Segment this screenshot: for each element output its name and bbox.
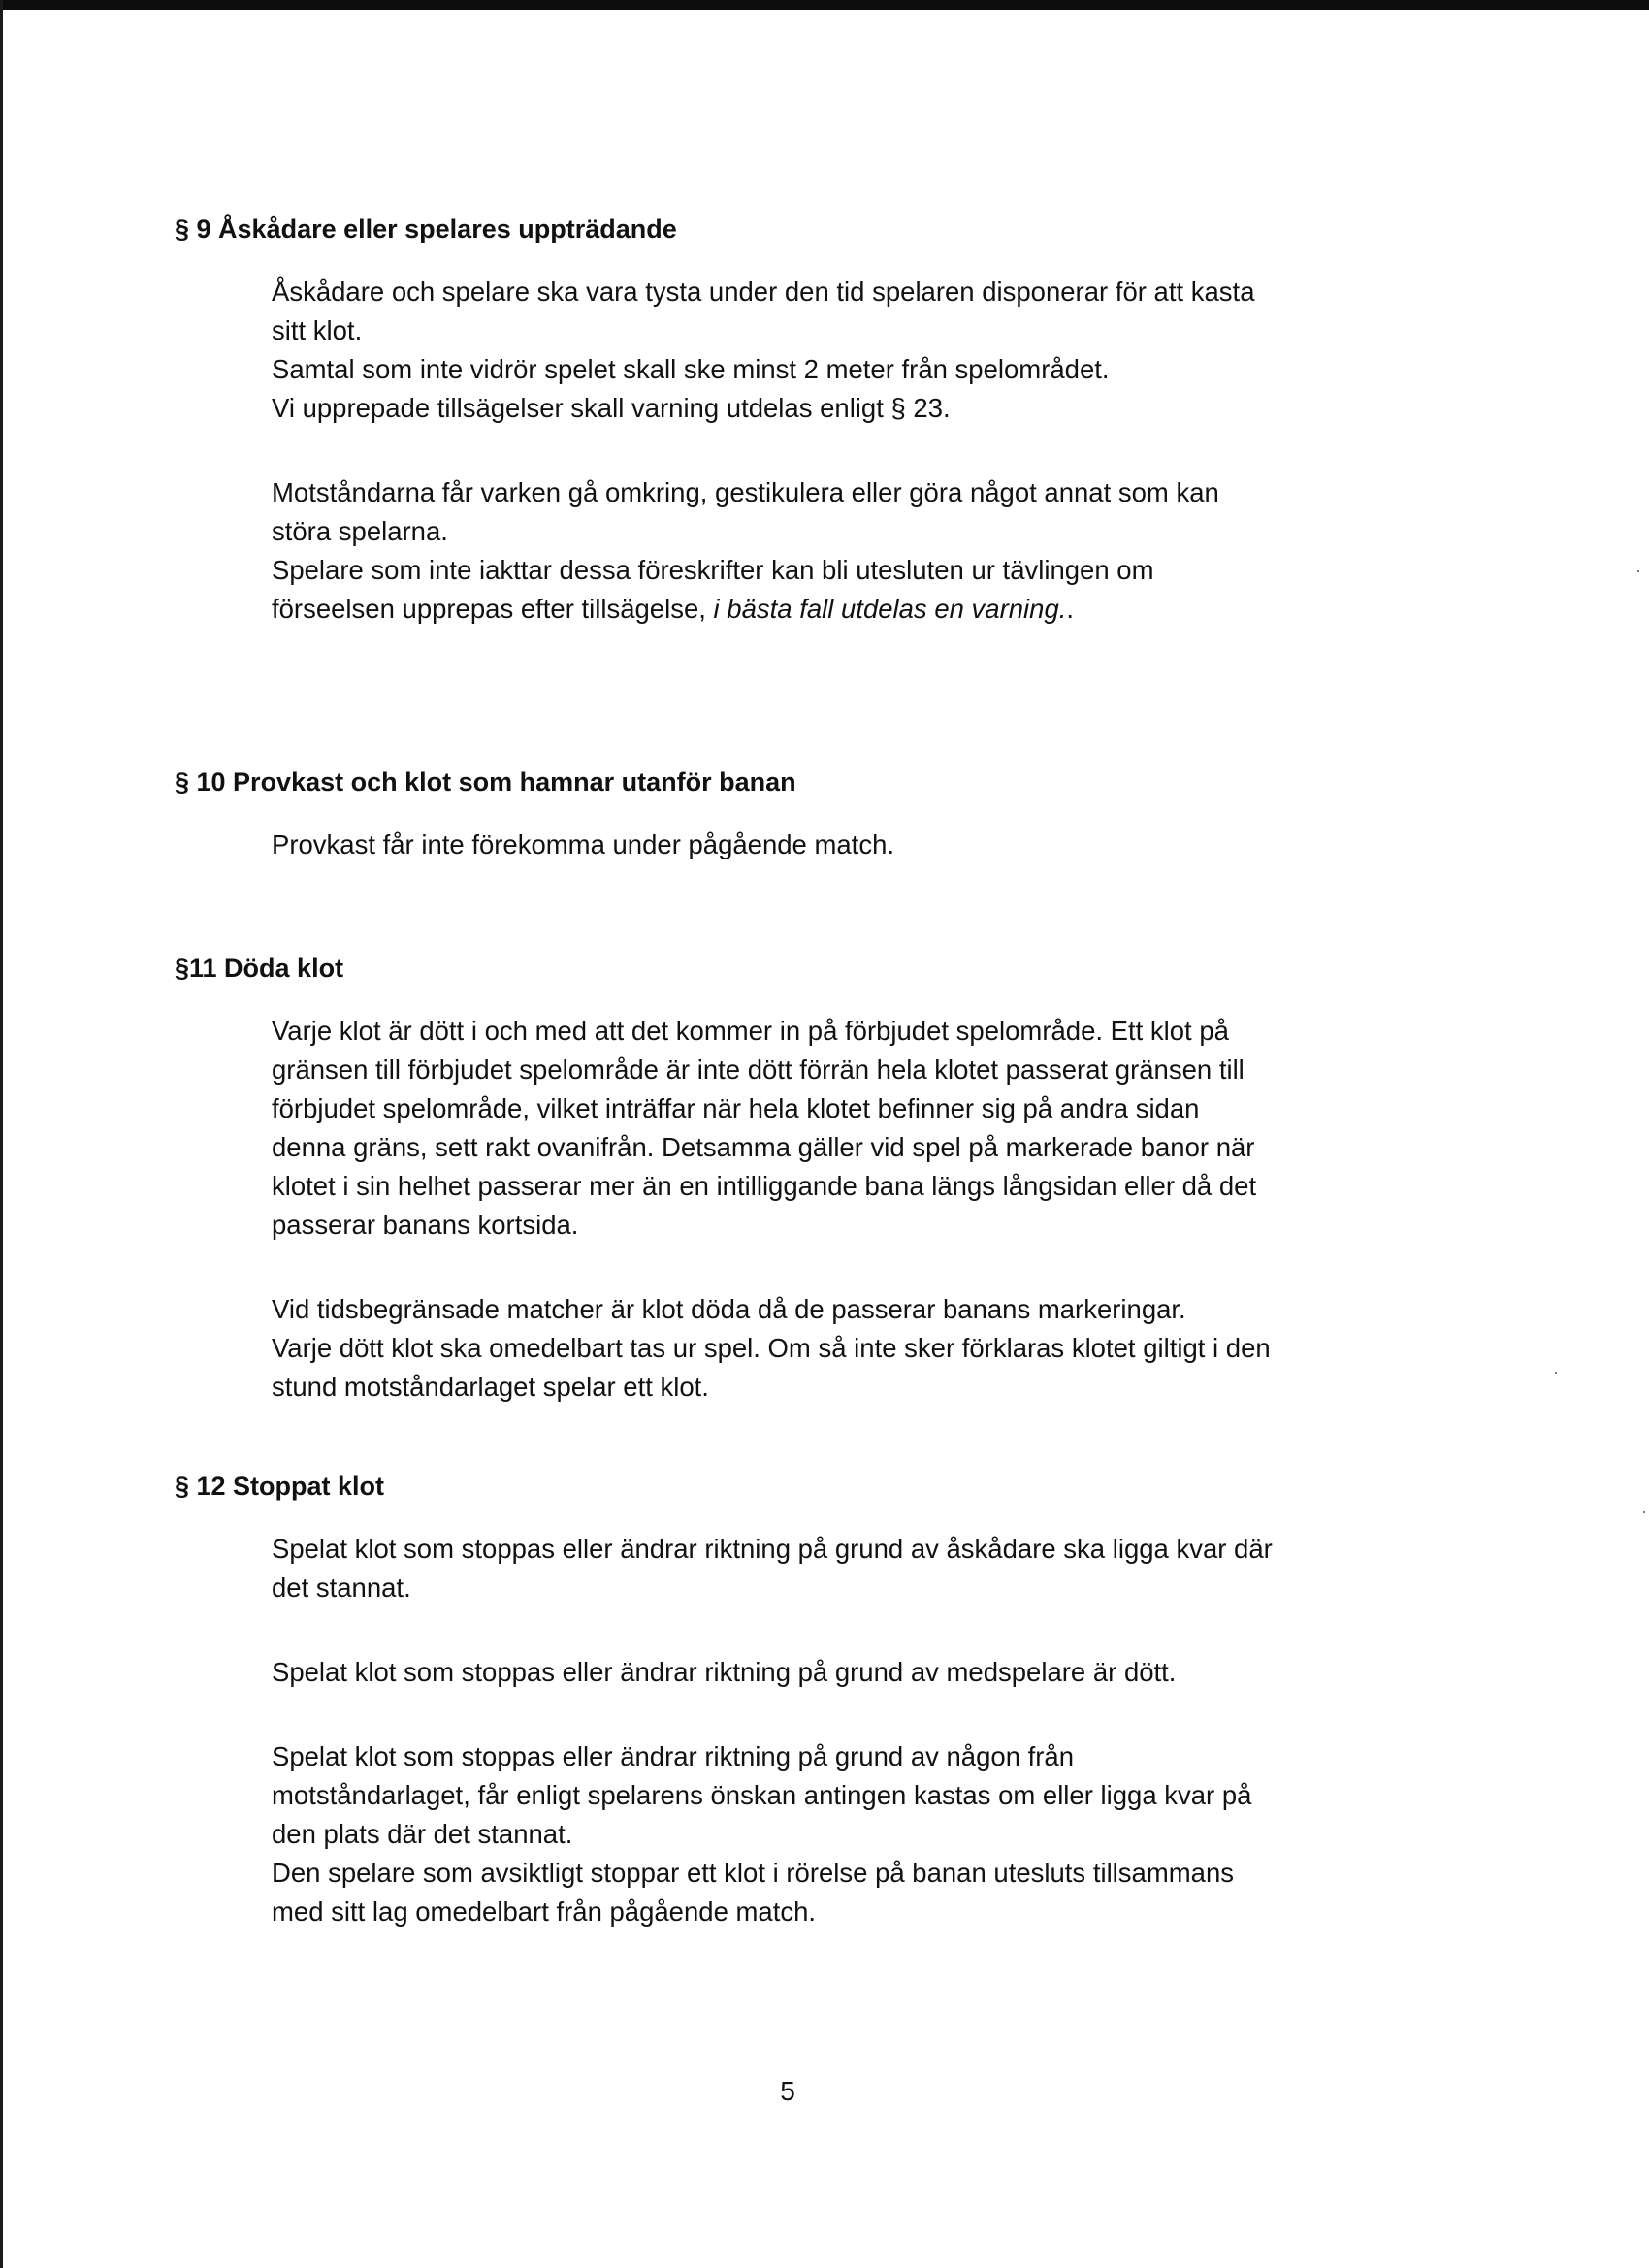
section-9-line: störa spelarna.: [272, 516, 448, 546]
section-11-body: [272, 1012, 1416, 1407]
section-9-last-line-italic: i bästa fall utdelas en varning.: [713, 594, 1067, 624]
section-9-body: [272, 273, 1416, 629]
paragraph-gap: [272, 1692, 1416, 1737]
section-9-line: sitt klot.: [272, 315, 363, 345]
section-9: [175, 210, 1416, 629]
section-9-heading: § 9 Åskådare eller spelares uppträdande: [175, 214, 677, 243]
section-12-line: Spelat klot som stoppas eller ändrar riktning på grund av någon från: [272, 1741, 1075, 1771]
section-10-heading: § 10 Provkast och klot som hamnar utanför banan: [175, 767, 796, 796]
paragraph-gap: [272, 1607, 1416, 1653]
section-12-line: med sitt lag omedelbart från pågående match.: [272, 1896, 817, 1927]
section-9-line: Åskådare och spelare ska vara tysta under den tid spelaren disponerar för att kasta: [272, 276, 1255, 307]
paragraph-gap: [272, 1245, 1416, 1290]
section-12-body: [272, 1530, 1416, 1931]
section-9-line: Motståndarna får varken gå omkring, gestikulera eller göra något annat som kan: [272, 477, 1219, 507]
section-12-line: Spelat klot som stoppas eller ändrar riktning på grund av medspelare är dött.: [272, 1657, 1177, 1687]
section-9-last-line: [272, 590, 1416, 629]
section-10-line: Provkast får inte förekomma under pågående match.: [272, 829, 895, 859]
section-11-line: förbjudet spelområde, vilket inträffar när hela klotet befinner sig på andra sidan: [272, 1093, 1200, 1123]
scan-speck: [1637, 570, 1639, 572]
section-11-line: Varje dött klot ska omedelbart tas ur spel. Om så inte sker förklaras klotet giltigt i den: [272, 1333, 1271, 1363]
scan-speck: [1555, 1372, 1557, 1374]
page-number: 5: [780, 2076, 795, 2106]
section-11-heading: §11 Döda klot: [175, 954, 344, 983]
section-11-line: klotet i sin helhet passerar mer än en intilliggande bana längs långsidan eller då det: [272, 1171, 1257, 1201]
section-11-line: Vid tidsbegränsade matcher är klot döda då de passerar banans markeringar.: [272, 1294, 1186, 1324]
scan-speck: [1643, 1511, 1645, 1513]
section-11-line: passerar banans kortsida.: [272, 1210, 579, 1240]
section-10-body: [272, 826, 1416, 864]
section-12-line: motståndarlaget, får enligt spelarens önskan antingen kastas om eller ligga kvar på: [272, 1780, 1252, 1810]
section-12-heading: § 12 Stoppat klot: [175, 1472, 385, 1501]
section-12-line: Spelat klot som stoppas eller ändrar riktning på grund av åskådare ska ligga kvar där: [272, 1534, 1273, 1564]
section-9-last-line-tail: .: [1066, 594, 1075, 624]
section-11-line: denna gräns, sett rakt ovanifrån. Detsamma gäller vid spel på markerade banor när: [272, 1132, 1255, 1162]
section-9-line: Samtal som inte vidrör spelet skall ske minst 2 meter från spelområdet.: [272, 354, 1110, 384]
section-12-line: den plats där det stannat.: [272, 1819, 573, 1849]
section-9-line: Spelare som inte iakttar dessa föreskrifter kan bli utesluten ur tävlingen om: [272, 555, 1154, 585]
section-12-line: det stannat.: [272, 1572, 411, 1603]
section-11-line: gränsen till förbjudet spelområde är inte dött förrän hela klotet passerat gränsen till: [272, 1054, 1245, 1085]
section-11-line: Varje klot är dött i och med att det kommer in på förbjudet spelområde. Ett klot på: [272, 1016, 1229, 1046]
paragraph-gap: [272, 428, 1416, 473]
section-11: [175, 949, 1416, 1407]
section-12-line: Den spelare som avsiktligt stoppar ett klot i rörelse på banan utesluts tillsammans: [272, 1858, 1234, 1888]
section-9-last-line-plain: förseelsen upprepas efter tillsägelse,: [272, 594, 714, 624]
section-9-line: Vi upprepade tillsägelser skall varning utdelas enligt § 23.: [272, 393, 951, 423]
section-12: [175, 1467, 1416, 1931]
section-11-line: stund motståndarlaget spelar ett klot.: [272, 1372, 709, 1402]
section-10: [175, 762, 1416, 864]
